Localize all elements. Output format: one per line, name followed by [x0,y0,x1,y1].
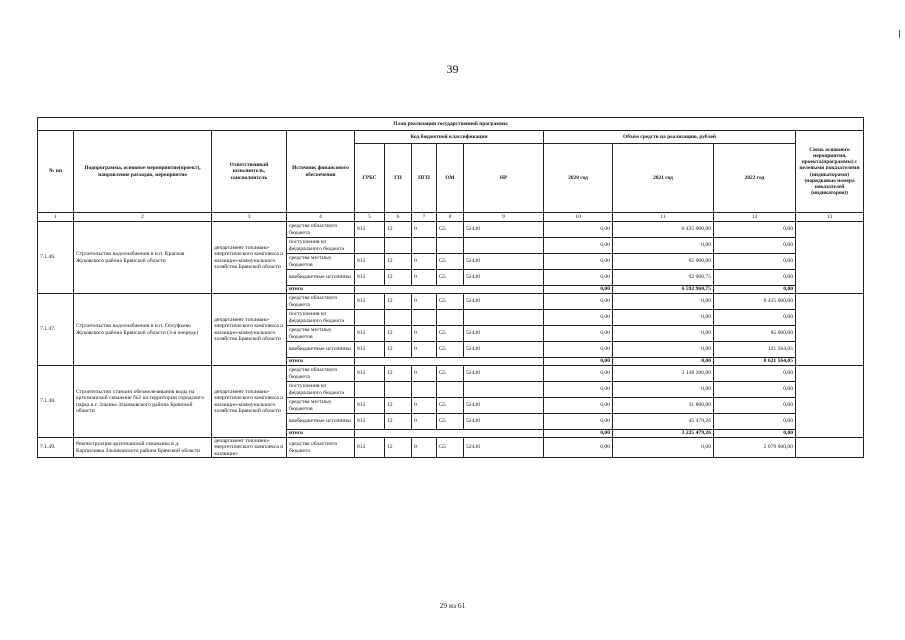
item-name: Строительство водоснабжения в н.п. Красная Жуковского района Брянской области [74,222,212,294]
code-grbs [355,310,385,326]
total-2020: 0,00 [544,430,613,438]
code-gp: 12 [385,254,412,270]
code-om: G5 [437,366,464,382]
funding-source: поступления из федерального бюджета [287,238,355,254]
column-number: 10 [544,213,613,222]
total-2022: 0,00 [714,430,796,438]
total-2021: 3 225 479,26 [613,430,714,438]
funding-source: поступления из федерального бюджета [287,382,355,398]
amount-2020: 0,00 [544,414,613,430]
table-row [38,438,864,458]
amount-2021: 0,00 [613,294,714,310]
total-2020: 0,00 [544,358,613,366]
column-number: 6 [385,213,412,222]
amount-2022: 0,00 [714,238,796,254]
amount-2022: 0,00 [714,414,796,430]
page-footer: 29 из 61 [439,601,466,610]
amount-2022: 85 000,00 [714,326,796,342]
header-nr: НР [464,144,544,213]
code-grbs: 812 [355,222,385,238]
code-om: G5 [437,254,464,270]
code-gp [385,238,412,254]
amount-2020: 0,00 [544,398,613,414]
code-pgp: 0 [412,342,437,358]
code-om: G5 [437,342,464,358]
total-2021: 0,00 [613,358,714,366]
amount-2020: 0,00 [544,382,613,398]
amount-2020: 0,00 [544,254,613,270]
amount-2021: 0,00 [613,238,714,254]
column-number: 4 [287,213,355,222]
code-pgp: 0 [412,414,437,430]
page-number: 39 [446,62,459,76]
code-gp: 12 [385,270,412,286]
code-pgp [412,238,437,254]
column-number: 8 [437,213,464,222]
header-pgp: ПГП [412,144,437,213]
amount-2021: 0,00 [613,438,714,458]
indicator-link [796,438,864,458]
total-2022: 0,00 [714,286,796,294]
amount-2022: 0,00 [714,310,796,326]
amount-2021: 0,00 [613,310,714,326]
amount-2021: 0,00 [613,326,714,342]
table-row [38,294,864,310]
funding-source: средства областного бюджета [287,222,355,238]
code-grbs: 812 [355,366,385,382]
amount-2021: 65 000,00 [613,254,714,270]
column-number: 2 [74,213,212,222]
column-number: 9 [464,213,544,222]
code-pgp: 0 [412,438,437,458]
amount-2022: 0,00 [714,398,796,414]
table-row [38,222,864,238]
code-pgp: 0 [412,254,437,270]
code-grbs: 812 [355,254,385,270]
code-om: G5 [437,270,464,286]
total-label: итого [287,286,355,294]
amount-2020: 0,00 [544,366,613,382]
header-om: ОМ [437,144,464,213]
amount-2020: 0,00 [544,270,613,286]
amount-2022: 0,00 [714,366,796,382]
item-executor: департамент топливно-энергетического комплекса и жилищно-коммунального хозяйства Брянской области [212,222,287,294]
table-row [38,366,864,382]
funding-source: средства местных бюджетов [287,326,355,342]
header-2021: 2021 год [613,144,714,213]
indicator-link [796,222,864,294]
amount-2022: 0,00 [714,270,796,286]
code-pgp: 0 [412,270,437,286]
amount-2021: 45 479,26 [613,414,714,430]
code-grbs: 812 [355,342,385,358]
code-nr [464,310,544,326]
indicator-link [796,294,864,366]
amount-2021: 31 800,00 [613,398,714,414]
funding-source: внебюджетные источники [287,270,355,286]
amount-2021: 0,00 [613,342,714,358]
amount-2020: 0,00 [544,238,613,254]
code-om: G5 [437,326,464,342]
header-source: Источник финансового обеспечения [287,131,355,213]
code-pgp [412,382,437,398]
code-grbs: 812 [355,326,385,342]
total-label: итого [287,430,355,438]
code-om: G5 [437,398,464,414]
header-2020: 2020 год [544,144,613,213]
amount-2021: 3 148 200,00 [613,366,714,382]
scan-edge-mark [899,30,900,38]
column-number: 1 [38,213,74,222]
code-grbs: 812 [355,438,385,458]
funding-source: внебюджетные источники [287,342,355,358]
amount-2022: 0,00 [714,382,796,398]
amount-2022: 121 564,05 [714,342,796,358]
code-gp [385,382,412,398]
code-grbs: 812 [355,270,385,286]
item-number: 7.1.49. [38,438,74,458]
header-nn: № пп [38,131,74,213]
code-grbs: 812 [355,414,385,430]
header-gp: ГП [385,144,412,213]
item-number: 7.1.48. [38,366,74,438]
code-nr [464,382,544,398]
code-gp: 12 [385,342,412,358]
amount-2021: 6 435 000,00 [613,222,714,238]
amount-2020: 0,00 [544,222,613,238]
item-name: Строительство станции обезжелезивания воды на артезианской скважине №2 на территории городского парка в г. Злынка Злынковского района Брянской области [74,366,212,438]
code-nr: 52430 [464,414,544,430]
code-grbs: 812 [355,294,385,310]
total-code-empty [355,430,544,438]
funding-source: средства областного бюджета [287,294,355,310]
code-nr: 52430 [464,326,544,342]
item-name: Реконструкция артезианской скважины в д. Карпиловка Злынковского района Брянской области [74,438,212,458]
code-nr [464,238,544,254]
column-number: 13 [796,213,864,222]
code-pgp: 0 [412,398,437,414]
table-title: План реализации государственной программы [38,118,864,131]
amount-2022: 2 079 000,00 [714,438,796,458]
code-gp: 12 [385,398,412,414]
amount-2021: 92 960,75 [613,270,714,286]
code-nr: 52430 [464,342,544,358]
amount-2020: 0,00 [544,326,613,342]
total-2020: 0,00 [544,286,613,294]
amount-2020: 0,00 [544,342,613,358]
column-number: 3 [212,213,287,222]
code-pgp: 0 [412,222,437,238]
column-number: 7 [412,213,437,222]
funding-source: средства местных бюджетов [287,254,355,270]
code-gp: 12 [385,222,412,238]
code-gp: 12 [385,366,412,382]
code-nr: 52430 [464,398,544,414]
funding-source: поступления из федерального бюджета [287,310,355,326]
code-nr: 52430 [464,254,544,270]
code-gp: 12 [385,438,412,458]
column-number-row [38,213,864,222]
code-nr: 52430 [464,438,544,458]
indicator-link [796,366,864,438]
code-nr: 52430 [464,270,544,286]
code-gp: 12 [385,326,412,342]
code-gp [385,310,412,326]
code-nr: 52430 [464,366,544,382]
amount-2021: 0,00 [613,382,714,398]
funding-source: внебюджетные источники [287,414,355,430]
total-2022: 8 621 564,05 [714,358,796,366]
item-executor: департамент топливно-энергетического комплекса и жилищно- [212,438,287,458]
item-number: 7.1.46. [38,222,74,294]
funding-source: средства областного бюджета [287,366,355,382]
header-executor: Ответственный исполнитель, соисполнитель [212,131,287,213]
plan-table [37,117,864,458]
code-om [437,310,464,326]
total-2021: 6 592 960,75 [613,286,714,294]
total-code-empty [355,286,544,294]
code-pgp [412,310,437,326]
total-label: итого [287,358,355,366]
code-om: G5 [437,438,464,458]
code-nr: 52430 [464,294,544,310]
header-budget-code-group: Код бюджетной классификации [355,131,544,144]
item-executor: департамент топливно-энергетического комплекса и жилищно-коммунального хозяйства Брянской области [212,366,287,438]
amount-2020: 0,00 [544,310,613,326]
header-grbs: ГРБС [355,144,385,213]
item-number: 7.1.47. [38,294,74,366]
column-number: 12 [714,213,796,222]
item-executor: департамент топливно-энергетического комплекса и жилищно-коммунального хозяйства Брянской области [212,294,287,366]
item-name: Строительство водоснабжения в н.п. Олсуфьево Жуковского района Брянской области (3-я очередь) [74,294,212,366]
code-om: G5 [437,414,464,430]
code-pgp: 0 [412,294,437,310]
header-link: Связь основного мероприятия, проекта(программы) с целевыми показателями (индикаторами) (порядковые номера показателей (индикаторов)) [796,131,864,213]
code-pgp: 0 [412,326,437,342]
code-grbs [355,238,385,254]
code-om [437,382,464,398]
amount-2020: 0,00 [544,294,613,310]
funding-source: средства местных бюджетов [287,398,355,414]
amount-2022: 0,00 [714,254,796,270]
code-pgp: 0 [412,366,437,382]
code-nr: 52430 [464,222,544,238]
code-grbs: 812 [355,398,385,414]
code-om: G5 [437,294,464,310]
code-gp: 12 [385,414,412,430]
code-om: G5 [437,222,464,238]
total-code-empty [355,358,544,366]
amount-2022: 8 415 000,00 [714,294,796,310]
header-volume-group: Объём средств на реализацию, рублей [544,131,796,144]
code-grbs [355,382,385,398]
amount-2022: 0,00 [714,222,796,238]
code-gp: 12 [385,294,412,310]
code-om [437,238,464,254]
funding-source: средства областного бюджета [287,438,355,458]
header-2022: 2022 год [714,144,796,213]
header-subprogram: Подпрограмма, основное мероприятие(проект), направление расходов, мероприятие [74,131,212,213]
column-number: 5 [355,213,385,222]
amount-2020: 0,00 [544,438,613,458]
column-number: 11 [613,213,714,222]
